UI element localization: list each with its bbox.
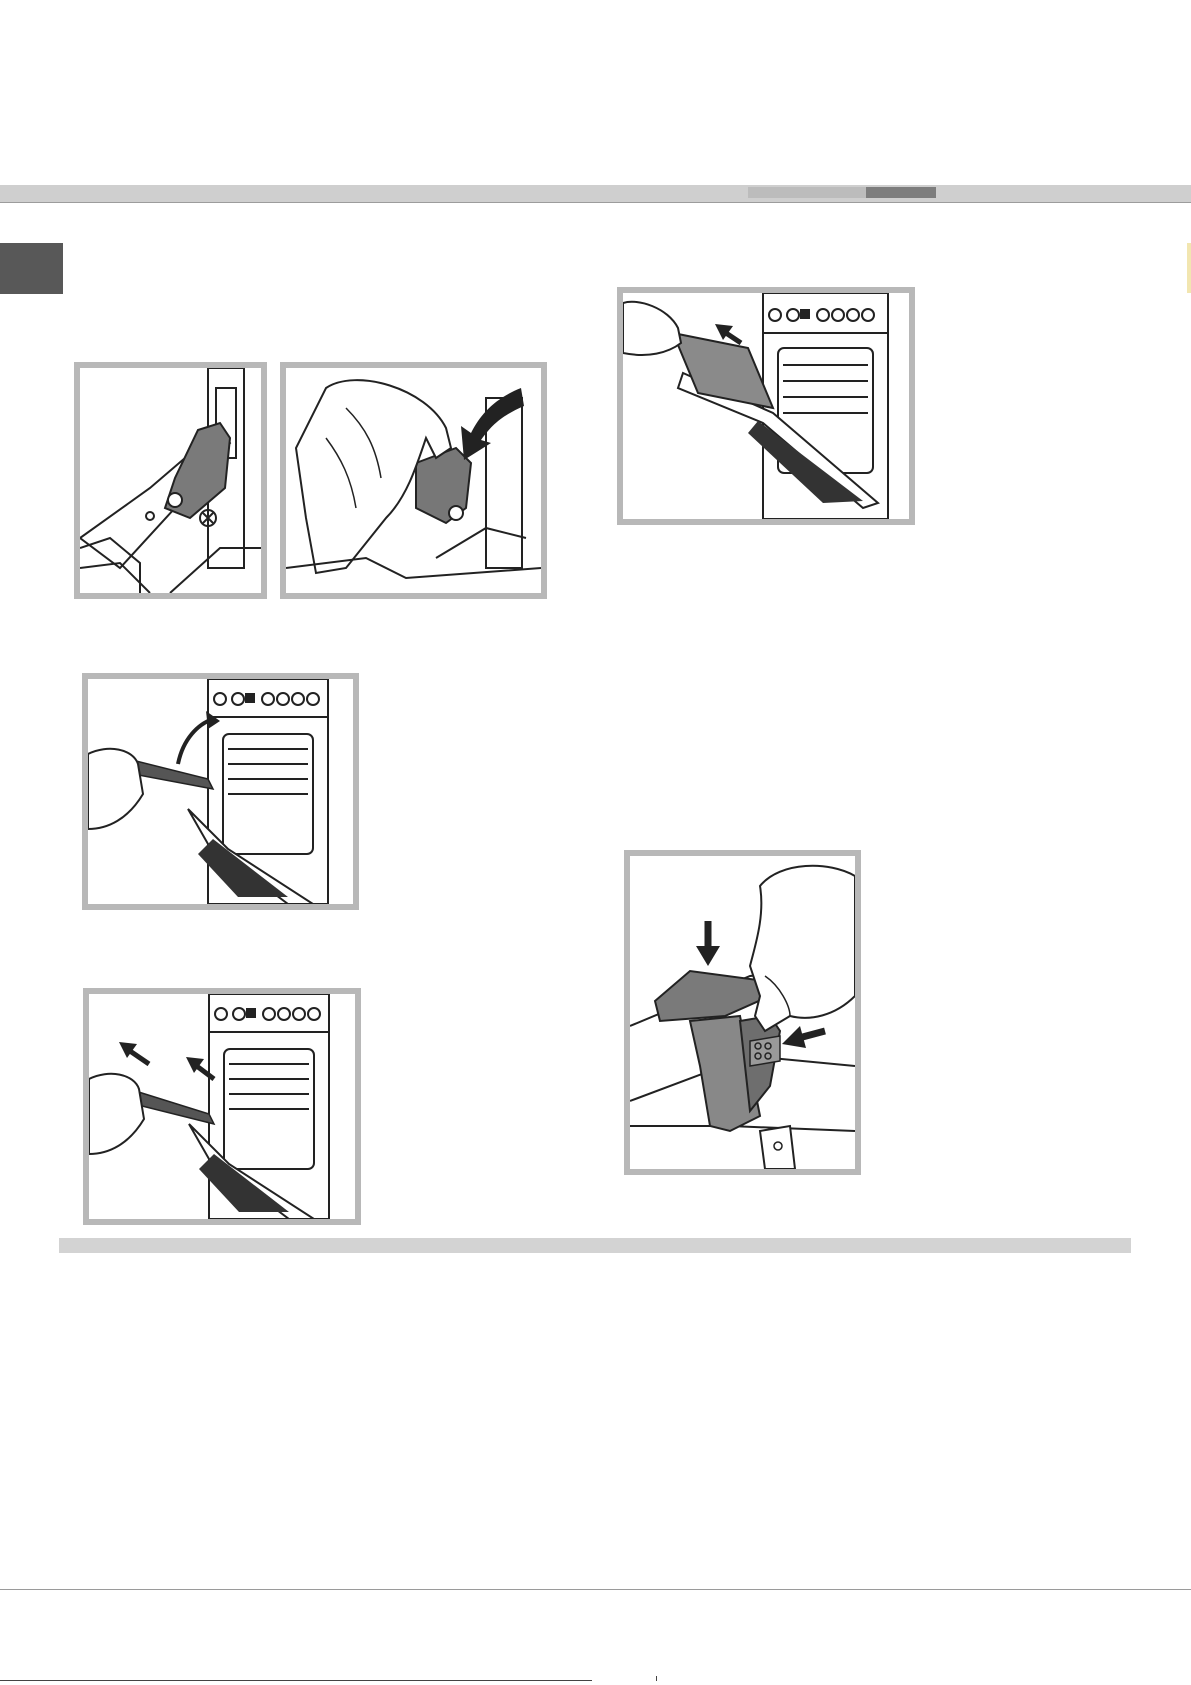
header-accent-light	[748, 187, 866, 198]
slide-out-arrows-icon	[89, 994, 355, 1219]
header-rule	[0, 185, 1191, 203]
hand-pressing-lever-icon	[286, 368, 541, 593]
lift-glass-arrow-icon	[88, 679, 353, 904]
footer-rule	[0, 1589, 1191, 1590]
figure-hinge-lever-closeup	[74, 362, 267, 599]
edge-tick	[1187, 243, 1191, 293]
figure-press-door-seal	[624, 850, 861, 1175]
figure-slide-out-glass	[83, 988, 361, 1225]
header-accent-dark	[866, 187, 936, 198]
hinge-lever-icon	[80, 368, 261, 593]
page-bottom-line	[0, 1680, 592, 1681]
figure-remove-inner-panel	[617, 287, 915, 525]
remove-panel-arrow-icon	[623, 293, 909, 519]
figure-lift-door-glass	[82, 673, 359, 910]
figure-hinge-lever-pressed	[280, 362, 547, 599]
page-bottom-tick	[656, 1676, 657, 1681]
press-seal-arrows-icon	[630, 856, 855, 1169]
section-marker	[0, 243, 63, 294]
footer-band	[59, 1238, 1131, 1253]
